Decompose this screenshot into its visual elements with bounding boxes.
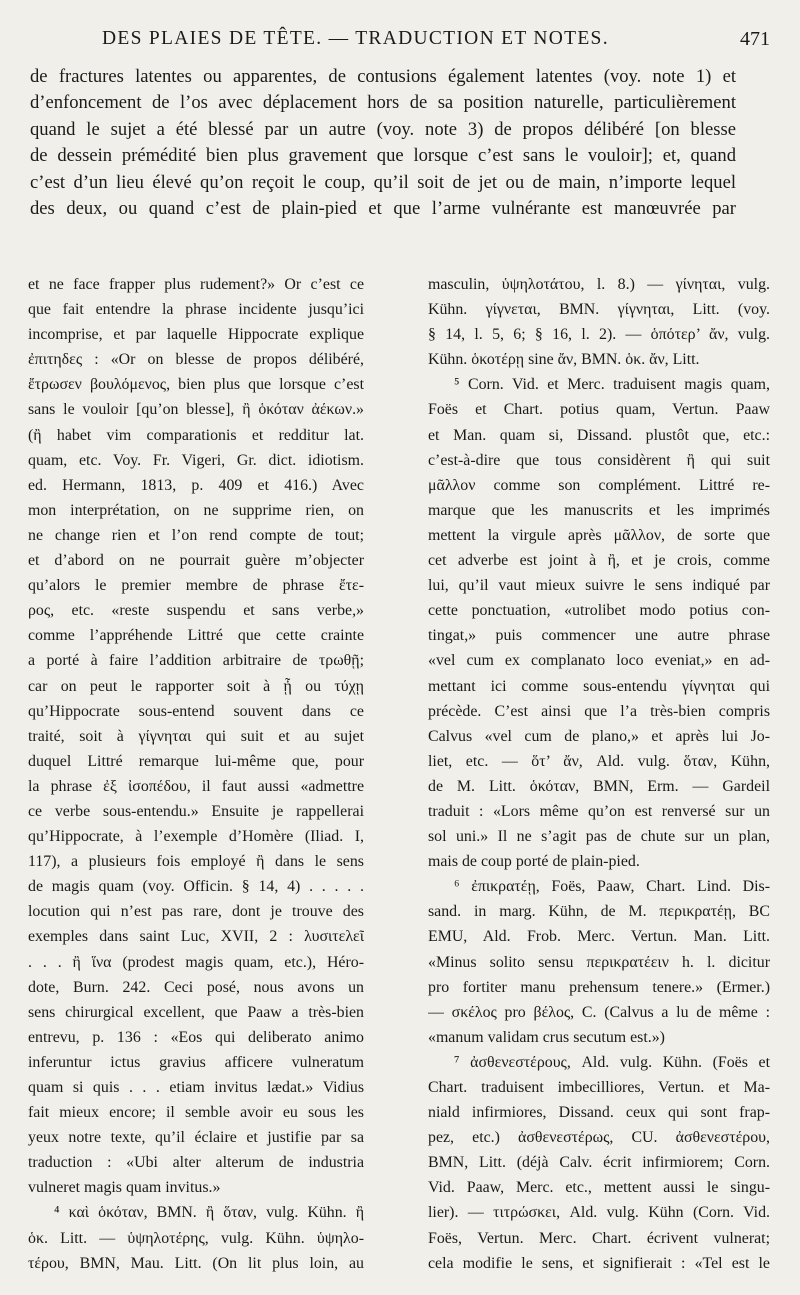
right-column-line: et Man. quam si, Dissand. plustôt que, etc.:	[428, 426, 770, 444]
left-column-line: vulneret magis quam invitus.»	[28, 1179, 221, 1197]
left-column-line: ὁκ. Litt. — ὑψηλοτέρης, vulg. Kühn. ὑψηλο-	[28, 1229, 364, 1247]
left-column-line: incomprise, et par laquelle Hippocrate explique	[28, 326, 364, 344]
left-column-line: ce verbe sous-entendu.» Ensuite je rappellerai	[28, 802, 364, 820]
left-column-line: exemples dans saint Luc, XVII, 2 : λυσιτελεῖ	[28, 928, 364, 946]
right-column-line: lier). — τιτρώσκει, Ald. vulg. Kühn (Corn. Vid.	[428, 1204, 770, 1222]
lead-line: quand le sujet a été blessé par un autre (voy. note 3) de propos délibéré [on blesse	[30, 118, 736, 140]
right-column-line: niald infirmiores, Dissand. ceux qui sont frap-	[428, 1104, 770, 1122]
left-column-line: traité, soit à γίγνηται qui suit et au sujet	[28, 727, 364, 745]
left-column-line: sens chirurgical excellent, que Paaw a très-bien	[28, 1003, 364, 1021]
right-column-line: cet adverbe est joint à ἢ, et je crois, comme	[428, 552, 770, 570]
lead-paragraph	[30, 64, 736, 222]
left-column-line: ἔτρωσεν βουλόμενος, bien plus que lorsque c’est	[28, 376, 364, 394]
left-column-line: (ἢ habet vim comparationis et redditur lat.	[28, 426, 364, 444]
left-column-line: ⁴ καὶ ὁκόταν, BMN. ἢ ὅταν, vulg. Kühn. ἢ	[54, 1204, 364, 1222]
right-column-line: traduit : «Lors même qu’on est renversé sur un	[428, 802, 770, 820]
right-column-line: Vid. Paaw, Merc. etc., mettent aussi le singu-	[428, 1179, 770, 1197]
right-column-line: sol uni.» Il ne s’agit pas de chute sur un plan,	[428, 828, 770, 846]
left-column-line: comme l’appréhende Littré que cette crainte	[28, 627, 364, 645]
left-column-line: ed. Hermann, 1813, p. 409 et 416.) Avec	[28, 476, 364, 494]
right-column-line: «manum validam crus secutum est.»)	[428, 1028, 665, 1046]
left-column-line: quam, etc. Voy. Fr. Vigeri, Gr. dict. idiotism.	[28, 451, 364, 469]
right-column-line: Kühn. ὁκοτέρῃ sine ἄν, BMN. ὁκ. ἄν, Litt.	[428, 351, 700, 369]
left-column-line: que fait entendre la phrase incidente jusqu’ici	[28, 301, 364, 319]
left-column-line: τέρου, BMN, Mau. Litt. (On lit plus loin, au	[28, 1254, 364, 1272]
left-column-line: ἐπιτηδες : «Or on blesse de propos délibéré,	[28, 351, 364, 369]
right-column-line: cela modifie le sens, et signifierait : «Tel est le	[428, 1254, 770, 1272]
right-column-line: «Minus solito sensu περικρατέειν h. l. dicitur	[428, 953, 770, 971]
right-column-line: — σκέλος pro βέλος, C. (Calvus a lu de même :	[428, 1003, 770, 1021]
running-head	[0, 28, 800, 58]
lead-line: de dessein prémédité bien plus gravement que lorsque c’est sans le vouloir]; et, quand	[30, 145, 736, 167]
left-column-line: qu’Hippocrate, à l’exemple d’Homère (Iliad. I,	[28, 828, 364, 846]
left-column-line: car on peut le rapporter soit à ᾖ ou τύχῃ	[28, 677, 364, 695]
right-column-line: lui, qu’il vaut mieux suivre le sens indiqué par	[428, 577, 770, 595]
right-column-line: cette ponctuation, «utrolibet modo potius con-	[428, 602, 770, 620]
left-column-line: a porté à faire l’addition arbitraire de τρωθῇ;	[28, 652, 364, 670]
lead-line: de fractures latentes ou apparentes, de contusions également latentes (voy. note 1) et	[30, 66, 736, 87]
left-column-line: et d’abord on ne pourrait guère m’objecter	[28, 552, 364, 570]
left-column-line: ne change rien et l’on rend compte de tout;	[28, 526, 364, 544]
right-column-line: de M. Litt. ὁκόταν, BMN, Erm. — Gardeil	[428, 777, 770, 795]
left-notes-column	[28, 272, 364, 1276]
right-column-line: § 14, l. 5, 6; § 16, l. 2). — ὁπότερ’ ἄν, vulg.	[428, 326, 770, 344]
left-column-line: qu’alors le premier membre de phrase ἔτε-	[28, 577, 364, 595]
left-column-line: locution qui n’est pas rare, dont je trouve des	[28, 903, 364, 921]
left-column-line: sans le vouloir [qu’on blesse], ἢ ὁκόταν ἀέκων.»	[28, 401, 364, 419]
lead-line: d’enfoncement de l’os avec déplacement hors de sa position naturelle, particulièrement	[30, 92, 736, 114]
right-column-line: marque que les manuscrits et les imprimés	[428, 501, 770, 519]
left-column-line: de magis quam (voy. Officin. § 14, 4) . . . . .	[28, 878, 364, 896]
right-column-line: ⁷ ἀσθενεστέρους, Ald. vulg. Kühn. (Foës et	[454, 1053, 770, 1071]
left-column-line: duquel Littré remarque lui-même que, pour	[28, 752, 364, 770]
left-column-line: inferuntur ictus gravius afficere vulneratum	[28, 1053, 364, 1071]
right-notes-column	[428, 272, 770, 1276]
left-column-line: et ne face frapper plus rudement?» Or c’est ce	[28, 276, 364, 293]
right-column-line: précède. C’est ainsi que l’a très-bien compris	[428, 702, 770, 720]
left-column-line: entrevu, p. 136 : «Eos qui deliberato animo	[28, 1028, 364, 1046]
left-column-line: dote, Burn. 242. Ceci posé, nous avons un	[28, 978, 364, 996]
right-column-line: μᾶλλον comme son complément. Littré re-	[428, 476, 770, 494]
left-column-line: 117), a plusieurs fois employé ἢ dans le sens	[28, 853, 364, 871]
left-column-line: qu’Hippocrate sous-entend souvent dans ce	[28, 702, 364, 720]
right-column-line: Chart. traduisent imbecilliores, Vertun. et Ma-	[428, 1079, 770, 1096]
left-column-line: mon interprétation, on ne supprime rien, on	[28, 501, 364, 519]
left-column-line: traduction : «Ubi alter alterum de industria	[28, 1154, 364, 1172]
right-column-line: EMU, Ald. Frob. Merc. Vertun. Man. Litt.	[428, 928, 770, 946]
left-column-line: quam si quis . . . etiam invitus lædat.» Vidius	[28, 1079, 364, 1096]
left-column-line: . . . ἢ ἵνα (prodest magis quam, etc.), Héro-	[28, 953, 364, 971]
page-number: 471	[740, 28, 770, 50]
right-column-line: masculin, ὑψηλοτάτου, l. 8.) — γίνηται, vulg.	[428, 276, 770, 293]
right-column-line: pez, etc.) ἀσθενεστέρως, CU. ἀσθενεστέρου,	[428, 1129, 770, 1147]
right-column-line: liet, etc. — ὅτ’ ἄν, Ald. vulg. ὅταν, Kühn,	[428, 752, 770, 770]
left-column-line: ρος, etc. «reste suspendu et sans verbe,»	[28, 602, 364, 620]
right-column-line: c’est-à-dire que tous considèrent ἢ qui suit	[428, 451, 770, 469]
right-column-line: pro fortiter manu prehensum tenere.» (Ermer.)	[428, 978, 770, 996]
right-column-line: sand. in marg. Kühn, de M. περικρατέῃ, BC	[428, 903, 770, 921]
running-title: DES PLAIES DE TÊTE. — TRADUCTION ET NOTES.	[102, 28, 609, 49]
right-column-line: Kühn. γίγνεται, BMN. γίγνηται, Litt. (voy.	[428, 301, 770, 319]
right-column-line: Foës, Vertun. Merc. Chart. écrivent vulnerat;	[428, 1229, 770, 1247]
right-column-line: Calvus «vel cum de plano,» et après lui Jo-	[428, 727, 770, 745]
right-column-line: ⁶ ἐπικρατέῃ, Foës, Paaw, Chart. Lind. Dis-	[454, 878, 770, 896]
lead-line: c’est d’un lieu élevé qu’on reçoit le coup, qu’il soit de jet ou de main, n’importe lequel	[30, 171, 736, 193]
right-column-line: mais de coup porté de plain-pied.	[428, 853, 640, 871]
right-column-line: BMN, Litt. (déjà Calv. écrit infirmiorem; Corn.	[428, 1154, 770, 1172]
right-column-line: Foës et Chart. potius quam, Vertun. Paaw	[428, 401, 770, 419]
lead-line: des deux, ou quand c’est de plain-pied et que l’arme vulnérante est manœuvrée par	[30, 197, 736, 219]
left-column-line: fait mieux encore; il semble avoir eu sous les	[28, 1104, 364, 1122]
right-column-line: mettant ici comme sous-entendu γίγνηται qui	[428, 677, 770, 695]
right-column-line: tingat,» puis commencer une autre phrase	[428, 627, 770, 645]
right-column-line: ⁵ Corn. Vid. et Merc. traduisent magis quam,	[454, 376, 770, 394]
right-column-line: «vel cum ex complanato loco eveniat,» en ad-	[428, 652, 770, 670]
left-column-line: la phrase ἐξ ἰσοπέδου, il faut aussi «admettre	[28, 777, 364, 795]
right-column-line: mettent la virgule après μᾶλλον, de sorte que	[428, 526, 770, 544]
left-column-line: yeux notre texte, qu’il éclaire et justifie par sa	[28, 1129, 364, 1147]
